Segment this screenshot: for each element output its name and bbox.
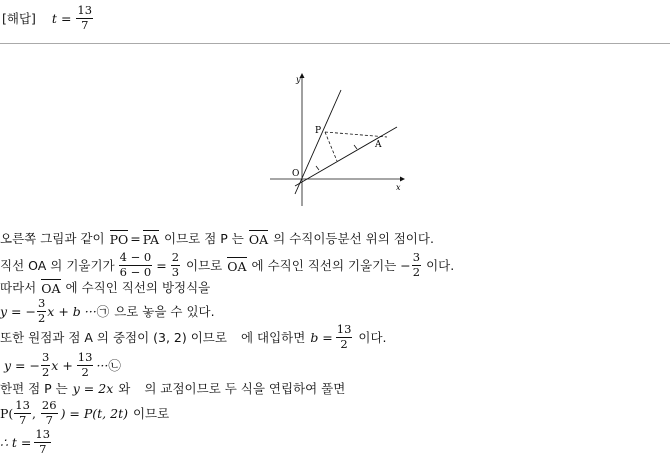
label-point-p: P: [315, 126, 322, 136]
solution-line-2: 직선 OA 의 기울기가 $\frac{4 - 0}{6 - 0}$ = $\frac{2}{3}$ 이므로 OA 에 수직인 직선의 기울기는 − $\frac{3}{2}$ 이다.: [0, 250, 455, 279]
answer-label: [해답]: [2, 11, 36, 26]
fraction-perp-slope: $\frac{3}{2}$: [412, 250, 421, 279]
perpendicular-bisector: [325, 132, 337, 161]
answer-header: [2, 3, 94, 33]
fraction-thirteen-halves: $\frac{13}{2}$: [77, 350, 93, 379]
marker-circle-1: ㉠: [96, 304, 110, 319]
section-divider: [0, 43, 670, 44]
solution-line-1: 오른쪽 그림과 같이 PO = PA 이므로 점 P 는 OA 의 수직이등분선 위의 점이다.: [0, 230, 434, 247]
segment-po: PO: [109, 231, 129, 247]
answer-equals: =: [60, 10, 72, 26]
solution-line-7: 한편 점 P 는 y = 2x 와 의 교점이므로 두 식을 연립하여 풀면: [0, 380, 346, 396]
coordinate-figure: [262, 70, 412, 208]
x-axis-arrow: [400, 177, 405, 182]
solution-line-5: 또한 원점과 점 A 의 중점이 (3, 2) 이므로 에 대입하면 b = $\frac{13}{2}$ 이다.: [0, 322, 387, 351]
fraction-two-thirds: $\frac{2}{3}$: [171, 250, 180, 279]
marker-circle-2: ㉡: [108, 358, 121, 373]
answer-variable: t: [51, 10, 57, 26]
fraction-slope-oa: $\frac{4 - 0}{6 - 0}$: [119, 250, 152, 279]
solution-line-8: P( $\frac{13}{7}$ , $\frac{26}{7}$ ) = P(t, 2t) 이므로: [0, 398, 170, 427]
solution-line-4: y = − $\frac{3}{2}$ x + b ··· ㉠ 으로 놓을 수 있다.: [0, 296, 215, 325]
solution-line-6: y = − $\frac{3}{2}$ x + $\frac{13}{2}$ ··· ㉡: [4, 350, 121, 379]
label-y-axis: y: [296, 75, 301, 84]
fraction-final-answer: $\frac{13}{7}$: [35, 427, 51, 456]
solution-line-3: 따라서 OA 에 수직인 직선의 방정식을: [0, 280, 211, 296]
midpoint-tick-2: [354, 145, 357, 149]
fraction-p-y: $\frac{26}{7}$: [41, 398, 57, 427]
answer-fraction: $\frac{13}{7}$: [77, 3, 93, 32]
fraction-p-x: $\frac{13}{7}$: [15, 398, 30, 427]
fraction-b-value: $\frac{13}{2}$: [336, 322, 352, 351]
fraction-neg-three-halves: $\frac{3}{2}$: [41, 350, 50, 379]
label-x-axis: x: [396, 183, 401, 192]
line-oa: [295, 127, 397, 186]
segment-oa: OA: [41, 280, 61, 296]
segment-oa: OA: [248, 231, 269, 247]
segment-oa: OA: [227, 258, 247, 274]
label-point-a: A: [375, 140, 382, 150]
fraction-three-halves: $\frac{3}{2}$: [37, 296, 46, 325]
midpoint-tick-1: [316, 166, 319, 170]
solution-line-9: ∴ t = $\frac{13}{7}$: [0, 427, 51, 456]
label-origin: O: [292, 169, 300, 179]
segment-pa: [325, 132, 387, 137]
segment-pa: PA: [142, 231, 160, 247]
